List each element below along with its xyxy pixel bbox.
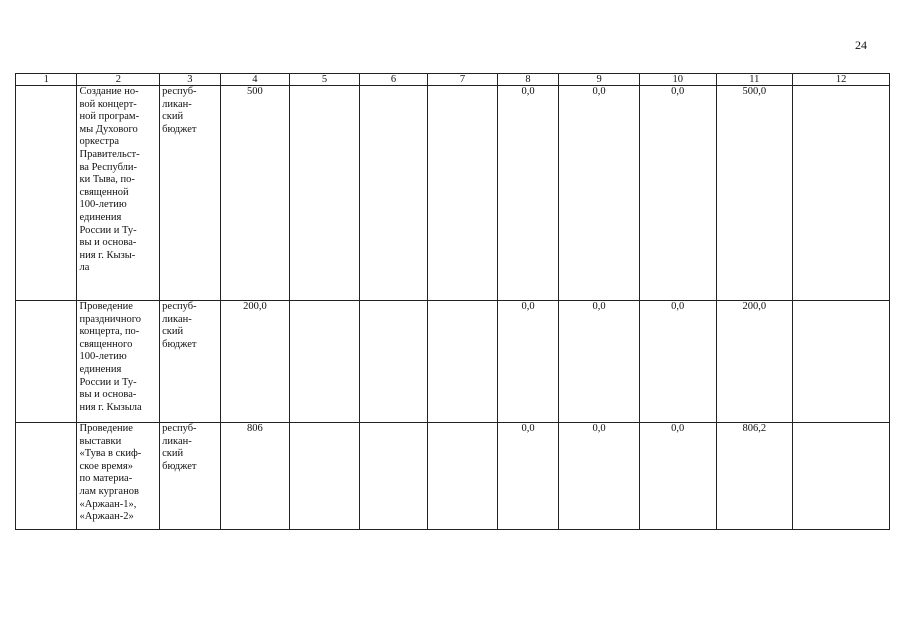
event-name-cell: Проведение выставки «Тува в скиф- ское время» по материа- лам курганов «Аржаан-1», «Аржаан-2» xyxy=(77,423,160,530)
column-number-row xyxy=(16,74,890,86)
value-cell: 0,0 xyxy=(559,301,640,423)
table-cell xyxy=(359,86,428,301)
table-cell xyxy=(290,86,360,301)
table-cell xyxy=(16,301,77,423)
table-cell xyxy=(290,423,360,530)
table-cell xyxy=(793,86,890,301)
value-cell: 500,0 xyxy=(716,86,793,301)
value-cell: 0,0 xyxy=(497,423,558,530)
column-header: 9 xyxy=(559,74,640,86)
column-header: 11 xyxy=(716,74,793,86)
table-cell xyxy=(359,301,428,423)
value-cell: 0,0 xyxy=(497,301,558,423)
column-header: 12 xyxy=(793,74,890,86)
value-cell: 0,0 xyxy=(559,86,640,301)
table-cell xyxy=(793,301,890,423)
value-cell: 0,0 xyxy=(497,86,558,301)
value-cell: 806,2 xyxy=(716,423,793,530)
event-name-cell: Создание но- вой концерт- ной програм- мы Духового оркестра Правительст- ва Республи- ки Тыва, по- священной 100-летию единения России и Ту- вы и основа- ния г. Кызы- ла xyxy=(77,86,160,301)
column-header: 7 xyxy=(428,74,498,86)
table-cell xyxy=(16,86,77,301)
funding-source-cell: респуб- ликан- ский бюджет xyxy=(160,86,220,301)
funding-source-cell: респуб- ликан- ский бюджет xyxy=(160,423,220,530)
budget-table xyxy=(15,73,890,530)
value-cell: 0,0 xyxy=(559,423,640,530)
value-cell: 0,0 xyxy=(639,423,716,530)
table-row xyxy=(16,423,890,530)
column-header: 3 xyxy=(160,74,220,86)
amount-cell: 806 xyxy=(220,423,290,530)
column-header: 4 xyxy=(220,74,290,86)
table-cell xyxy=(16,423,77,530)
table-cell xyxy=(428,301,498,423)
table-cell xyxy=(793,423,890,530)
table-row xyxy=(16,86,890,301)
column-header: 8 xyxy=(497,74,558,86)
table-cell xyxy=(428,86,498,301)
table-row xyxy=(16,301,890,423)
page-number: 24 xyxy=(855,38,867,52)
column-header: 1 xyxy=(16,74,77,86)
amount-cell: 500 xyxy=(220,86,290,301)
table-cell xyxy=(359,423,428,530)
column-header: 5 xyxy=(290,74,360,86)
column-header: 6 xyxy=(359,74,428,86)
value-cell: 0,0 xyxy=(639,86,716,301)
value-cell: 0,0 xyxy=(639,301,716,423)
funding-source-cell: респуб- ликан- ский бюджет xyxy=(160,301,220,423)
table-cell xyxy=(290,301,360,423)
amount-cell: 200,0 xyxy=(220,301,290,423)
event-name-cell: Проведение праздничного концерта, по- священного 100-летию единения России и Ту- вы и основа- ния г. Кызыла xyxy=(77,301,160,423)
column-header: 10 xyxy=(639,74,716,86)
table-cell xyxy=(428,423,498,530)
value-cell: 200,0 xyxy=(716,301,793,423)
column-header: 2 xyxy=(77,74,160,86)
